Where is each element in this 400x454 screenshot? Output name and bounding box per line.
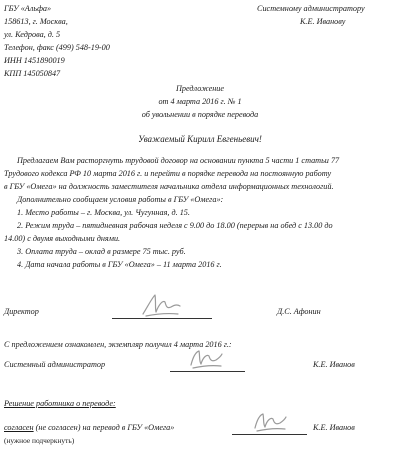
condition-item: 2. Режим труда – пятидневная рабочая неделя с 9.00 до 18.00 (перерыв на обед с 13.00 до (17, 221, 333, 230)
sender-inn: ИНН 1451890019 (4, 56, 65, 65)
salutation: Уважаемый Кирилл Евгеньевич! (138, 134, 262, 144)
body-line: Предлагаем Вам расторгнуть трудовой договор на основании пункта 5 части 1 статьи 77 (17, 156, 340, 165)
decision-signature (252, 410, 288, 434)
director-signature-line (112, 318, 212, 319)
decision-statement (4, 424, 174, 432)
conditions-intro: Дополнительно сообщаем условия работы в ГБУ «Омега»: (17, 195, 224, 204)
decision-rest: (не согласен) на перевод в ГБУ «Омега» (33, 423, 175, 432)
decision-agree: согласен (4, 423, 34, 432)
condition-item: 1. Место работы – г. Москва, ул. Чугунная, д. 15. (17, 208, 190, 217)
decision-signature-line (232, 434, 307, 435)
decision-name: К.Е. Иванов (313, 423, 355, 432)
recipient-name: К.Е. Иванову (300, 17, 346, 26)
employee-signature (188, 347, 224, 371)
director-name: Д.С. Афонин (277, 307, 321, 316)
body-line: Трудового кодекса РФ 10 марта 2016 г. и перейти в порядке перевода на постоянную работу (4, 169, 332, 178)
sender-phone: Телефон, факс (499) 548-19-00 (4, 43, 110, 52)
director-position: Директор (4, 307, 39, 316)
condition-item: 3. Оплата труда – оклад в размере 75 тыс. руб. (17, 247, 186, 256)
document-subject: об увольнении в порядке перевода (141, 110, 259, 119)
condition-item-continuation: 14.00) с двумя выходными днями. (4, 234, 121, 243)
sender-address-city: 158613, г. Москва, (4, 17, 68, 26)
acknowledgement-text: С предложением ознакомлен, экземпляр получил 4 марта 2016 г.: (4, 340, 232, 349)
decision-note: (нужное подчеркнуть) (4, 436, 75, 445)
condition-item: 4. Дата начала работы в ГБУ «Омега» – 11 марта 2016 г. (17, 260, 222, 269)
document-date-number: от 4 марта 2016 г. № 1 (158, 97, 242, 106)
sender-org: ГБУ «Альфа» (4, 4, 52, 13)
document-title: Предложение (175, 84, 225, 93)
decision-label: Решение работника о переводе: (4, 399, 116, 408)
recipient-position: Системному администратору (257, 4, 365, 13)
acknowledgement-signature-line (170, 371, 245, 372)
sender-address-street: ул. Кедрова, д. 5 (4, 30, 61, 39)
acknowledgement-position: Системный администратор (4, 360, 106, 369)
acknowledgement-name: К.Е. Иванов (313, 360, 355, 369)
director-signature (140, 292, 182, 318)
sender-kpp: КПП 145050847 (4, 69, 61, 78)
body-line: в ГБУ «Омега» на должность заместителя начальника отдела информационных технологий. (4, 182, 334, 191)
